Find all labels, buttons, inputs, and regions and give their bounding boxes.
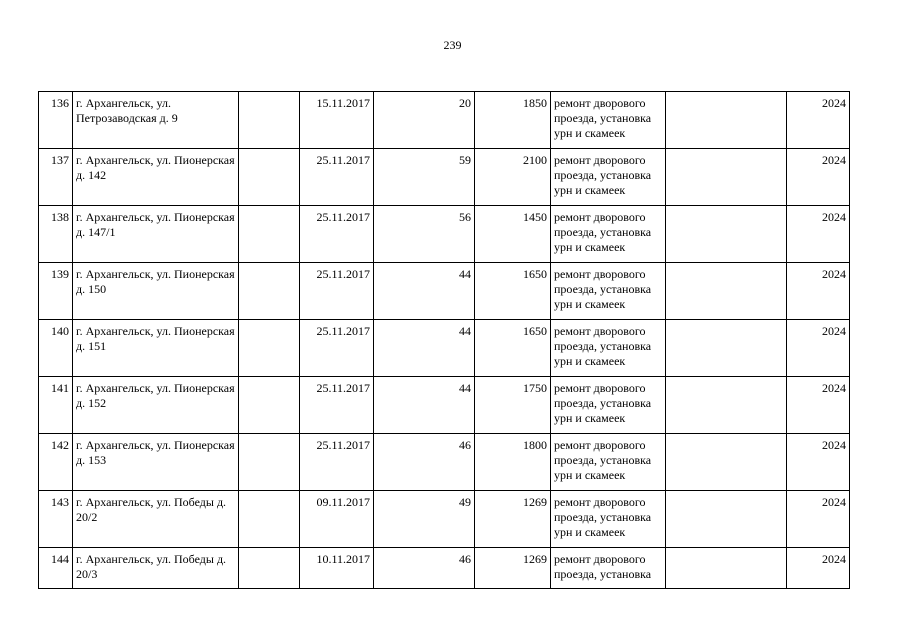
cell-count: 49 [374, 491, 475, 548]
cell-empty [239, 263, 300, 320]
cell-area: 1269 [475, 548, 551, 589]
cell-work-type: ремонт дворового проезда, установка урн и скамеек [551, 263, 666, 320]
cell-year: 2024 [787, 149, 850, 206]
cell-date: 09.11.2017 [300, 491, 374, 548]
cell-count: 56 [374, 206, 475, 263]
cell-number: 142 [39, 434, 73, 491]
cell-empty [666, 206, 787, 263]
cell-number: 143 [39, 491, 73, 548]
cell-empty [239, 377, 300, 434]
cell-address: г. Архангельск, ул. Пионерская д. 151 [73, 320, 239, 377]
cell-empty [239, 149, 300, 206]
cell-number: 137 [39, 149, 73, 206]
cell-number: 139 [39, 263, 73, 320]
cell-empty [666, 263, 787, 320]
cell-year: 2024 [787, 206, 850, 263]
cell-address: г. Архангельск, ул. Пионерская д. 147/1 [73, 206, 239, 263]
cell-number: 136 [39, 92, 73, 149]
cell-year: 2024 [787, 548, 850, 589]
cell-area: 1800 [475, 434, 551, 491]
cell-count: 59 [374, 149, 475, 206]
cell-count: 46 [374, 548, 475, 589]
cell-address: г. Архангельск, ул. Петрозаводская д. 9 [73, 92, 239, 149]
cell-empty [666, 92, 787, 149]
cell-area: 1850 [475, 92, 551, 149]
cell-work-type: ремонт дворового проезда, установка урн и скамеек [551, 206, 666, 263]
cell-address: г. Архангельск, ул. Победы д. 20/2 [73, 491, 239, 548]
cell-empty [666, 377, 787, 434]
cell-empty [666, 149, 787, 206]
cell-count: 44 [374, 377, 475, 434]
cell-area: 1450 [475, 206, 551, 263]
cell-date: 15.11.2017 [300, 92, 374, 149]
cell-address: г. Архангельск, ул. Пионерская д. 150 [73, 263, 239, 320]
cell-address: г. Архангельск, ул. Пионерская д. 153 [73, 434, 239, 491]
cell-number: 140 [39, 320, 73, 377]
table-row [39, 491, 850, 548]
cell-empty [239, 320, 300, 377]
cell-number: 141 [39, 377, 73, 434]
cell-area: 1650 [475, 320, 551, 377]
cell-date: 25.11.2017 [300, 206, 374, 263]
cell-date: 25.11.2017 [300, 149, 374, 206]
cell-empty [239, 491, 300, 548]
cell-area: 2100 [475, 149, 551, 206]
table-row [39, 149, 850, 206]
cell-empty [239, 548, 300, 589]
cell-work-type: ремонт дворового проезда, установка [551, 548, 666, 589]
cell-year: 2024 [787, 377, 850, 434]
cell-area: 1650 [475, 263, 551, 320]
table-row [39, 548, 850, 589]
cell-empty [239, 434, 300, 491]
cell-work-type: ремонт дворового проезда, установка урн и скамеек [551, 434, 666, 491]
cell-year: 2024 [787, 92, 850, 149]
cell-count: 44 [374, 263, 475, 320]
table-row [39, 92, 850, 149]
cell-number: 144 [39, 548, 73, 589]
cell-empty [666, 434, 787, 491]
cell-address: г. Архангельск, ул. Пионерская д. 152 [73, 377, 239, 434]
cell-work-type: ремонт дворового проезда, установка урн и скамеек [551, 491, 666, 548]
cell-area: 1750 [475, 377, 551, 434]
cell-count: 20 [374, 92, 475, 149]
cell-number: 138 [39, 206, 73, 263]
cell-work-type: ремонт дворового проезда, установка урн и скамеек [551, 92, 666, 149]
table-row [39, 206, 850, 263]
cell-year: 2024 [787, 491, 850, 548]
page-number: 239 [443, 38, 462, 52]
register-table [38, 91, 850, 589]
cell-work-type: ремонт дворового проезда, установка урн и скамеек [551, 320, 666, 377]
cell-address: г. Архангельск, ул. Пионерская д. 142 [73, 149, 239, 206]
cell-year: 2024 [787, 320, 850, 377]
cell-work-type: ремонт дворового проезда, установка урн и скамеек [551, 149, 666, 206]
cell-empty [666, 320, 787, 377]
cell-date: 25.11.2017 [300, 320, 374, 377]
cell-date: 25.11.2017 [300, 263, 374, 320]
cell-count: 44 [374, 320, 475, 377]
cell-empty [666, 491, 787, 548]
cell-address: г. Архангельск, ул. Победы д. 20/3 [73, 548, 239, 589]
cell-year: 2024 [787, 434, 850, 491]
cell-empty [239, 92, 300, 149]
table-row [39, 263, 850, 320]
cell-work-type: ремонт дворового проезда, установка урн и скамеек [551, 377, 666, 434]
cell-year: 2024 [787, 263, 850, 320]
cell-empty [239, 206, 300, 263]
cell-date: 25.11.2017 [300, 434, 374, 491]
cell-empty [666, 548, 787, 589]
table-row [39, 434, 850, 491]
table-row [39, 320, 850, 377]
table-row [39, 377, 850, 434]
cell-area: 1269 [475, 491, 551, 548]
cell-date: 10.11.2017 [300, 548, 374, 589]
cell-count: 46 [374, 434, 475, 491]
cell-date: 25.11.2017 [300, 377, 374, 434]
